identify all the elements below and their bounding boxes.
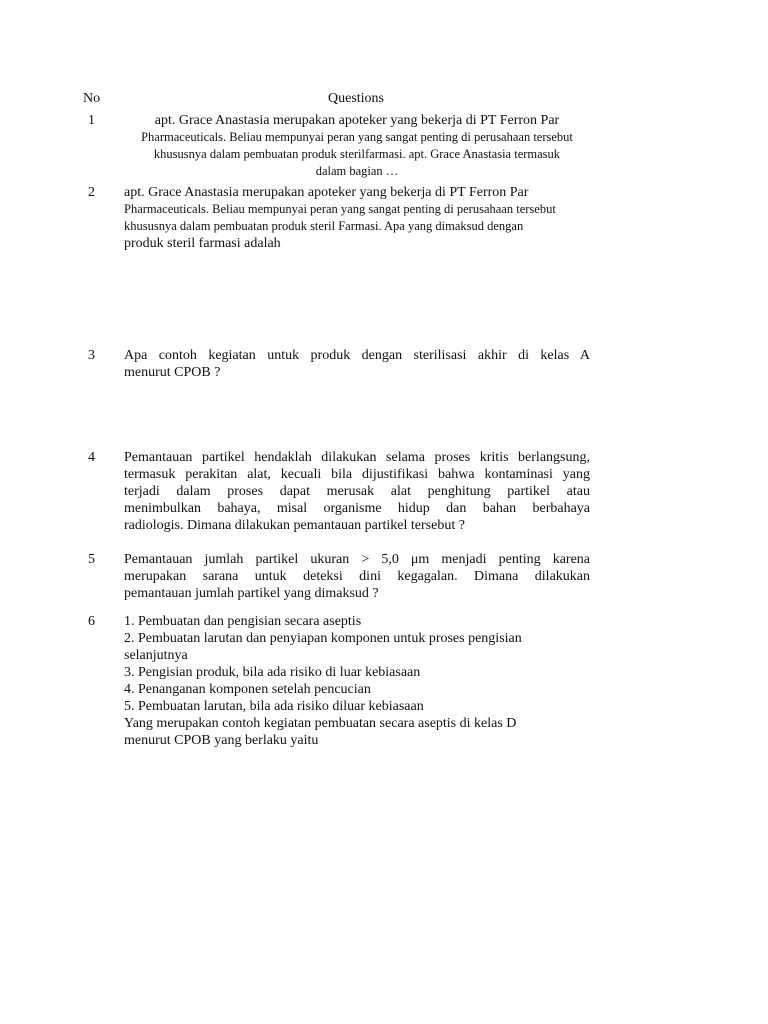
question-3-line-1: Apa contoh kegiatan untuk produk dengan sterilisasi akhir di kelas A — [124, 348, 590, 363]
question-4-number: 4 — [88, 450, 95, 465]
question-3-text — [124, 347, 590, 381]
question-6-line-5: 4. Penanganan komponen setelah pencucian — [124, 682, 371, 697]
question-2-text — [124, 184, 590, 252]
question-6-line-8: menurut CPOB yang berlaku yaitu — [124, 733, 319, 748]
question-1-text — [124, 112, 590, 180]
question-2-line-2: Pharmaceuticals. Beliau mempunyai peran yang sangat penting di perusahaan tersebut — [124, 202, 556, 216]
question-1-line-4: dalam bagian … — [315, 164, 399, 178]
question-1-line-2: Pharmaceuticals. Beliau mempunyai peran yang sangat penting di perusahaan tersebut — [141, 130, 573, 144]
question-6-number: 6 — [88, 614, 95, 629]
question-1-line-3: khususnya dalam pembuatan produk sterilfarmasi. apt. Grace Anastasia termasuk — [153, 147, 561, 161]
question-4-line-5: radiologis. Dimana dilakukan pemantauan partikel tersebut ? — [124, 518, 465, 533]
question-6-line-3: selanjutnya — [124, 648, 188, 663]
question-6-line-7: Yang merupakan contoh kegiatan pembuatan secara aseptis di kelas D — [124, 716, 517, 731]
question-4-line-1: Pemantauan partikel hendaklah dilakukan selama proses kritis berlangsung, — [124, 450, 590, 465]
question-5-line-2: merupakan sarana untuk deteksi dini kegagalan. Dimana dilakukan — [124, 569, 590, 584]
question-2-line-1: apt. Grace Anastasia merupakan apoteker yang bekerja di PT Ferron Par — [124, 185, 529, 200]
question-6-line-6: 5. Pembuatan larutan, bila ada risiko diluar kebiasaan — [124, 699, 424, 714]
column-header-questions: Questions — [328, 91, 384, 106]
question-4-line-4: menimbulkan bahaya, misal organisme hidup dan bahan berbahaya — [124, 501, 590, 516]
question-3-line-2: menurut CPOB ? — [124, 365, 221, 380]
question-1-number: 1 — [88, 113, 95, 128]
question-5-line-1: Pemantauan jumlah partikel ukuran > 5,0 μm menjadi penting karena — [124, 552, 590, 567]
question-3-number: 3 — [88, 348, 95, 363]
question-6-line-2: 2. Pembuatan larutan dan penyiapan komponen untuk proses pengisian — [124, 631, 522, 646]
question-2-line-4: produk steril farmasi adalah — [124, 236, 281, 251]
question-4-text — [124, 449, 590, 534]
question-6-text — [124, 613, 590, 749]
question-2-line-3: khususnya dalam pembuatan produk steril Farmasi. Apa yang dimaksud dengan — [124, 219, 524, 233]
question-5-text — [124, 551, 590, 602]
question-6-line-1: 1. Pembuatan dan pengisian secara aseptis — [124, 614, 362, 629]
question-6-line-4: 3. Pengisian produk, bila ada risiko di luar kebiasaan — [124, 665, 421, 680]
question-4-line-3: terjadi dalam proses dapat merusak alat penghitung partikel atau — [124, 484, 590, 499]
question-2-number: 2 — [88, 185, 95, 200]
question-4-line-2: termasuk perakitan alat, kecuali bila dijustifikasi bahwa kontaminasi yang — [124, 467, 590, 482]
column-header-no: No — [83, 91, 101, 106]
question-5-number: 5 — [88, 552, 95, 567]
question-1-line-1: apt. Grace Anastasia merupakan apoteker yang bekerja di PT Ferron Par — [154, 113, 560, 128]
question-5-line-3: pemantauan jumlah partikel yang dimaksud ? — [124, 586, 379, 601]
